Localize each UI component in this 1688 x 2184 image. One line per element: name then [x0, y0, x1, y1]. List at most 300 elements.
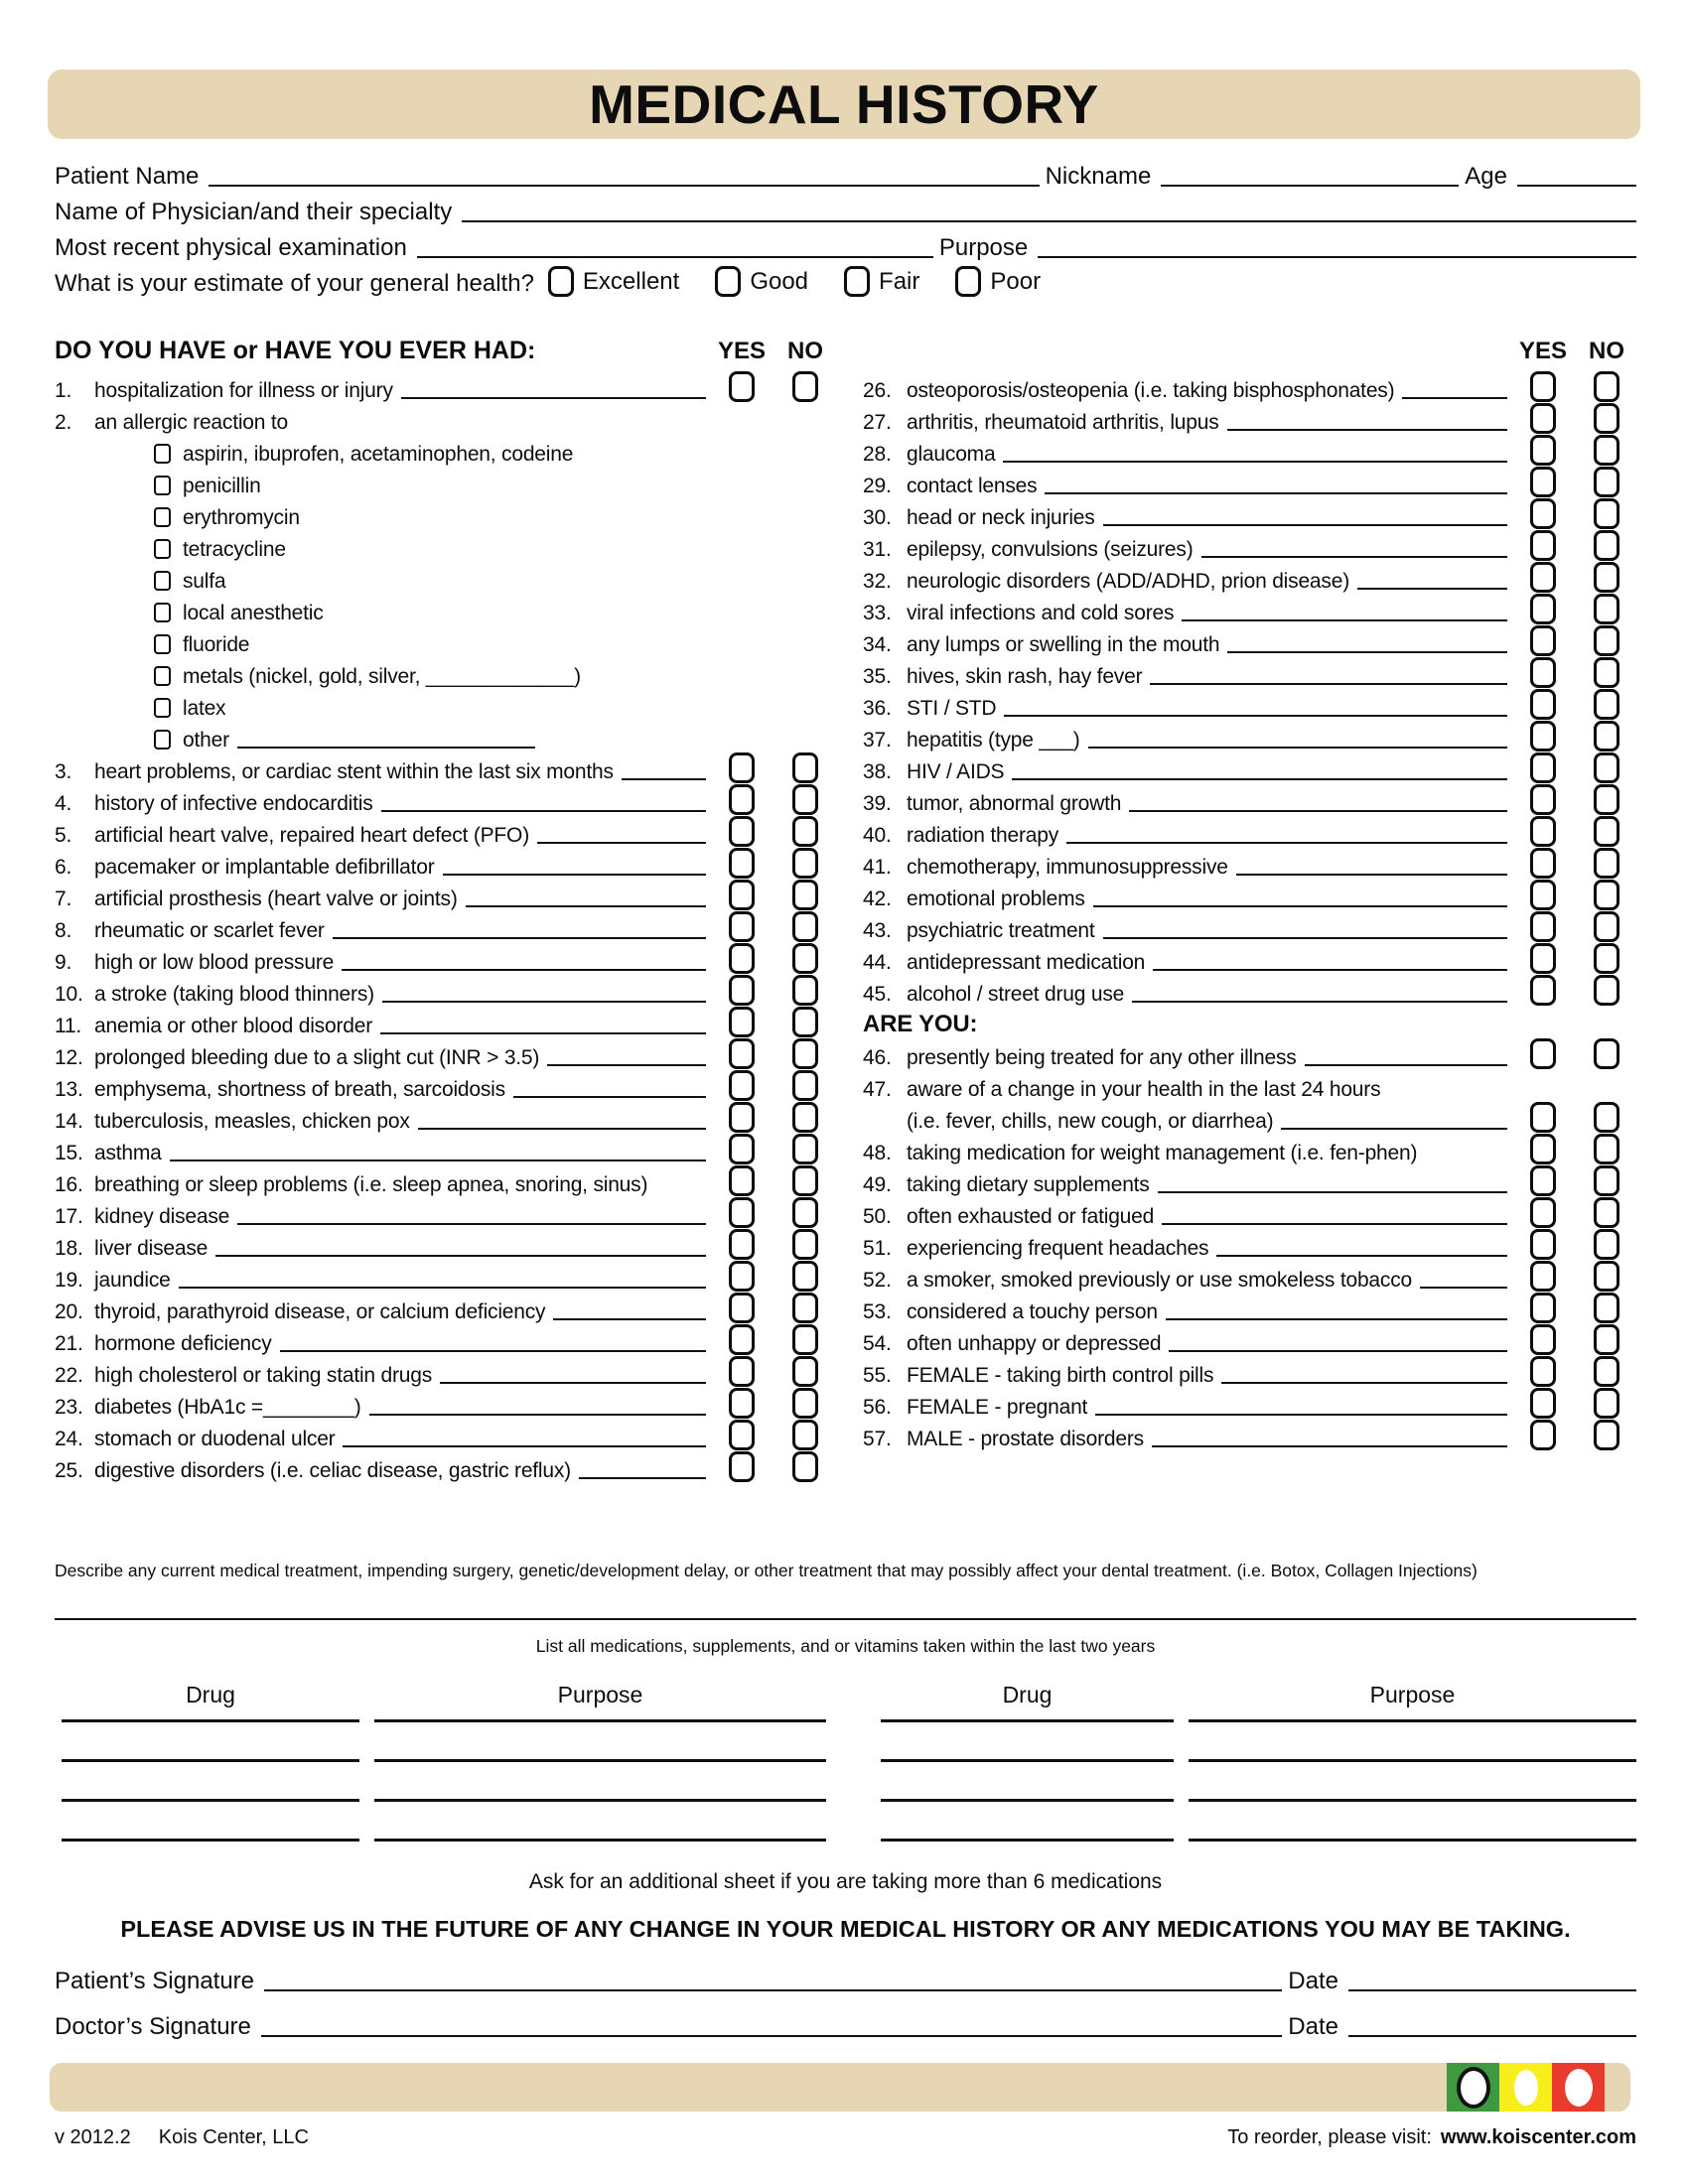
item-57-write-line[interactable] [1152, 1444, 1507, 1447]
patient-signature-label: Patient’s Signature [55, 1968, 255, 1994]
item-17-write-line[interactable] [237, 1222, 706, 1225]
item-29-no-cell [1575, 467, 1638, 498]
item-4-write-line[interactable] [381, 809, 706, 812]
item-36-no-checkbox[interactable] [1594, 689, 1619, 720]
item-56-write-line[interactable] [1095, 1413, 1507, 1416]
item-25-yes-checkbox[interactable] [729, 1451, 755, 1482]
item-20-write-line[interactable] [553, 1317, 706, 1320]
item-5-yes-checkbox[interactable] [729, 816, 755, 847]
age-input-line[interactable] [1517, 184, 1636, 187]
item-7-write-line[interactable] [466, 904, 706, 907]
item-28-write-line[interactable] [1003, 460, 1507, 463]
item-34-no-checkbox[interactable] [1594, 625, 1619, 656]
item-38-yes-checkbox[interactable] [1530, 752, 1556, 783]
allergy-tetracycline-checkbox[interactable] [154, 539, 171, 559]
item-38-yes-cell [1511, 752, 1575, 784]
item-5-no-cell [774, 816, 837, 848]
item-49-yes-checkbox[interactable] [1530, 1165, 1556, 1196]
item-44-row [863, 943, 1638, 975]
item-1-no-cell [774, 371, 837, 403]
item-55-no-checkbox[interactable] [1594, 1356, 1619, 1387]
item-3-no-checkbox[interactable] [792, 752, 818, 783]
item-11-no-cell [774, 1007, 837, 1038]
item-28-yes-checkbox[interactable] [1530, 435, 1556, 466]
item-25-write-line[interactable] [579, 1476, 706, 1479]
item-15-yes-cell [710, 1134, 774, 1165]
item-48-row [863, 1134, 1638, 1165]
item-16-row [55, 1165, 837, 1197]
item-14-no-checkbox[interactable] [792, 1102, 818, 1133]
item-9-yes-checkbox[interactable] [729, 943, 755, 974]
item-31-write-line[interactable] [1201, 555, 1507, 558]
describe-treatment-input-line[interactable] [55, 1588, 1636, 1620]
item-36-yes-cell [1511, 689, 1575, 721]
item-32-no-checkbox[interactable] [1594, 562, 1619, 593]
allergy-fluoride-checkbox[interactable] [154, 634, 171, 654]
item-47-cont-write-line[interactable] [1281, 1127, 1507, 1130]
item-3-write-line[interactable] [622, 777, 706, 780]
item-33-no-checkbox[interactable] [1594, 594, 1619, 624]
item-30-write-line[interactable] [1103, 523, 1507, 526]
item-5-row [55, 816, 837, 848]
doctor-signature-line[interactable] [261, 2034, 1282, 2037]
med-entry-line[interactable] [881, 1711, 1174, 1722]
item-9-write-line[interactable] [342, 968, 706, 971]
item-52-yes-checkbox[interactable] [1530, 1261, 1556, 1292]
allergy-erythromycin-checkbox[interactable] [154, 507, 171, 527]
item-12-label: prolonged bleeding due to a slight cut (INR > 3.5) [94, 1046, 540, 1069]
item-33-yes-checkbox[interactable] [1530, 594, 1556, 624]
logo-red-circle-icon [1565, 2069, 1593, 2107]
item-4-no-checkbox[interactable] [792, 784, 818, 815]
allergy-sulfa-checkbox[interactable] [154, 571, 171, 591]
item-45-yes-checkbox[interactable] [1530, 975, 1556, 1006]
doctor-signature-label: Doctor’s Signature [55, 2013, 251, 2040]
item-29-yes-checkbox[interactable] [1530, 467, 1556, 497]
item-42-no-checkbox[interactable] [1594, 880, 1619, 910]
item-39-label-cell [863, 792, 1511, 816]
item-20-yes-checkbox[interactable] [729, 1293, 755, 1323]
item-54-yes-checkbox[interactable] [1530, 1324, 1556, 1355]
item-13-label: emphysema, shortness of breath, sarcoidosis [94, 1078, 505, 1101]
allergy-local-anesthetic-label-cell [154, 602, 837, 625]
item-number: 44. [863, 951, 892, 974]
item-35-no-checkbox[interactable] [1594, 657, 1619, 688]
item-29-no-checkbox[interactable] [1594, 467, 1619, 497]
item-55-no-cell [1575, 1356, 1638, 1388]
item-26-yes-checkbox[interactable] [1530, 371, 1556, 402]
patient-date-line[interactable] [1348, 1988, 1636, 1991]
item-45-write-line[interactable] [1132, 1000, 1507, 1003]
item-25-no-checkbox[interactable] [792, 1451, 818, 1482]
advise-note: PLEASE ADVISE US IN THE FUTURE OF ANY CHANGE IN YOUR MEDICAL HISTORY OR ANY MEDICATIONS YOU MAY BE TAKING. [120, 1916, 1571, 1942]
item-49-write-line[interactable] [1158, 1190, 1507, 1193]
item-49-no-checkbox[interactable] [1594, 1165, 1619, 1196]
item-17-yes-checkbox[interactable] [729, 1197, 755, 1228]
med-entry-line[interactable] [62, 1711, 359, 1722]
item-53-no-checkbox[interactable] [1594, 1293, 1619, 1323]
item-20-no-checkbox[interactable] [792, 1293, 818, 1323]
item-14-yes-checkbox[interactable] [729, 1102, 755, 1133]
item-number: 52. [863, 1269, 892, 1292]
item-37-no-checkbox[interactable] [1594, 721, 1619, 751]
item-16-yes-checkbox[interactable] [729, 1165, 755, 1196]
item-30-yes-cell [1511, 498, 1575, 530]
item-1-yes-checkbox[interactable] [729, 371, 755, 402]
item-7-no-checkbox[interactable] [792, 880, 818, 910]
item-8-no-checkbox[interactable] [792, 911, 818, 942]
med-entry-line[interactable] [1189, 1802, 1636, 1842]
item-52-no-checkbox[interactable] [1594, 1261, 1619, 1292]
item-50-yes-checkbox[interactable] [1530, 1197, 1556, 1228]
med-entry-line[interactable] [374, 1802, 826, 1842]
item-41-label: chemotherapy, immunosuppressive [907, 856, 1228, 879]
item-28-no-checkbox[interactable] [1594, 435, 1619, 466]
item-50-yes-cell [1511, 1197, 1575, 1229]
item-number: 41. [863, 856, 892, 879]
item-48-no-checkbox[interactable] [1594, 1134, 1619, 1164]
item-41-no-checkbox[interactable] [1594, 848, 1619, 879]
item-31-no-checkbox[interactable] [1594, 530, 1619, 561]
item-12-yes-cell [710, 1038, 774, 1070]
item-35-write-line[interactable] [1150, 682, 1507, 685]
med-entry-line[interactable] [62, 1762, 359, 1802]
allergy-other-checkbox[interactable] [154, 730, 171, 750]
item-44-write-line[interactable] [1153, 968, 1507, 971]
item-number: 35. [863, 665, 892, 688]
item-2-label-cell [55, 411, 837, 435]
item-40-no-checkbox[interactable] [1594, 816, 1619, 847]
allergy-penicillin-row [55, 467, 837, 498]
item-22-write-line[interactable] [440, 1381, 706, 1384]
item-43-write-line[interactable] [1103, 936, 1507, 939]
item-47-cont-yes-checkbox[interactable] [1530, 1102, 1556, 1133]
item-30-yes-checkbox[interactable] [1530, 498, 1556, 529]
med-column-2 [881, 1682, 1174, 1842]
item-19-label: jaundice [94, 1269, 171, 1292]
patient-signature-row [55, 1960, 1636, 1995]
item-57-yes-checkbox[interactable] [1530, 1420, 1556, 1450]
item-49-label-cell [863, 1173, 1511, 1197]
allergy-erythromycin-label: erythromycin [183, 506, 300, 529]
item-21-yes-cell [710, 1324, 774, 1356]
item-37-yes-checkbox[interactable] [1530, 721, 1556, 751]
item-48-yes-checkbox[interactable] [1530, 1134, 1556, 1164]
item-28-no-cell [1575, 435, 1638, 467]
nickname-input-line[interactable] [1161, 184, 1459, 187]
item-19-no-checkbox[interactable] [792, 1261, 818, 1292]
item-50-write-line[interactable] [1162, 1222, 1507, 1225]
med-entry-line[interactable] [881, 1802, 1174, 1842]
item-55-write-line[interactable] [1221, 1381, 1507, 1384]
item-24-no-checkbox[interactable] [792, 1420, 818, 1450]
item-36-label-cell [863, 697, 1511, 721]
item-38-no-checkbox[interactable] [1594, 752, 1619, 783]
item-7-yes-checkbox[interactable] [729, 880, 755, 910]
item-31-yes-checkbox[interactable] [1530, 530, 1556, 561]
health-fair-checkbox[interactable] [844, 266, 870, 297]
item-37-write-line[interactable] [1088, 746, 1507, 749]
item-27-yes-checkbox[interactable] [1530, 403, 1556, 434]
are-you-heading: ARE YOU: [863, 1011, 978, 1037]
item-34-yes-checkbox[interactable] [1530, 625, 1556, 656]
item-36-label: STI / STD [907, 697, 997, 720]
item-23-no-checkbox[interactable] [792, 1388, 818, 1419]
item-1-write-line[interactable] [401, 396, 706, 399]
med-entry-line[interactable] [374, 1722, 826, 1762]
item-8-write-line[interactable] [333, 936, 706, 939]
item-21-write-line[interactable] [280, 1349, 707, 1352]
item-8-yes-checkbox[interactable] [729, 911, 755, 942]
item-56-yes-checkbox[interactable] [1530, 1388, 1556, 1419]
med-entry-line[interactable] [1189, 1711, 1636, 1722]
item-20-no-cell [774, 1293, 837, 1324]
item-35-yes-checkbox[interactable] [1530, 657, 1556, 688]
item-23-yes-cell [710, 1388, 774, 1420]
item-55-yes-checkbox[interactable] [1530, 1356, 1556, 1387]
item-55-label: FEMALE - taking birth control pills [907, 1364, 1214, 1387]
item-1-yes-cell [710, 371, 774, 403]
allergy-latex-checkbox[interactable] [154, 698, 171, 718]
item-8-no-cell [774, 911, 837, 943]
item-32-write-line[interactable] [1357, 587, 1507, 590]
item-25-label: digestive disorders (i.e. celiac disease, gastric reflux) [94, 1459, 571, 1482]
item-53-yes-checkbox[interactable] [1530, 1293, 1556, 1323]
item-13-no-checkbox[interactable] [792, 1070, 818, 1101]
item-27-write-line[interactable] [1227, 428, 1507, 431]
item-14-write-line[interactable] [418, 1127, 706, 1130]
item-13-yes-checkbox[interactable] [729, 1070, 755, 1101]
item-27-no-cell [1575, 403, 1638, 435]
item-17-no-checkbox[interactable] [792, 1197, 818, 1228]
item-21-row [55, 1324, 837, 1356]
item-10-write-line[interactable] [382, 1000, 706, 1003]
item-12-yes-checkbox[interactable] [729, 1038, 755, 1069]
item-9-row [55, 943, 837, 975]
item-21-no-checkbox[interactable] [792, 1324, 818, 1355]
item-36-write-line[interactable] [1004, 714, 1507, 717]
item-42-write-line[interactable] [1093, 904, 1507, 907]
item-46-no-checkbox[interactable] [1594, 1038, 1619, 1069]
item-6-yes-checkbox[interactable] [729, 848, 755, 879]
item-51-no-cell [1575, 1229, 1638, 1261]
reorder-url[interactable]: www.koiscenter.com [1440, 2126, 1636, 2148]
item-54-write-line[interactable] [1169, 1349, 1507, 1352]
item-23-yes-checkbox[interactable] [729, 1388, 755, 1419]
item-47-cont-no-checkbox[interactable] [1594, 1102, 1619, 1133]
item-43-no-checkbox[interactable] [1594, 911, 1619, 942]
med-entry-line[interactable] [374, 1762, 826, 1802]
item-40-write-line[interactable] [1066, 841, 1507, 844]
item-11-no-checkbox[interactable] [792, 1007, 818, 1037]
allergy-erythromycin-label-cell [154, 506, 837, 530]
med-entry-line[interactable] [1189, 1722, 1636, 1762]
item-21-yes-checkbox[interactable] [729, 1324, 755, 1355]
item-51-label: experiencing frequent headaches [907, 1237, 1209, 1260]
item-38-label: HIV / AIDS [907, 760, 1005, 783]
item-1-no-checkbox[interactable] [792, 371, 818, 402]
item-45-label: alcohol / street drug use [907, 983, 1125, 1006]
item-50-no-checkbox[interactable] [1594, 1197, 1619, 1228]
med-entry-line[interactable] [62, 1802, 359, 1842]
item-24-yes-checkbox[interactable] [729, 1420, 755, 1450]
med-entry-line[interactable] [881, 1762, 1174, 1802]
item-18-yes-checkbox[interactable] [729, 1229, 755, 1260]
patient-signature-line[interactable] [264, 1988, 1282, 1991]
item-16-no-checkbox[interactable] [792, 1165, 818, 1196]
item-27-no-checkbox[interactable] [1594, 403, 1619, 434]
item-23-write-line[interactable] [369, 1413, 706, 1416]
right-column-header [863, 332, 1638, 365]
item-46-yes-checkbox[interactable] [1530, 1038, 1556, 1069]
item-42-yes-checkbox[interactable] [1530, 880, 1556, 910]
item-10-yes-checkbox[interactable] [729, 975, 755, 1006]
allergy-local-anesthetic-checkbox[interactable] [154, 603, 171, 622]
item-49-row [863, 1165, 1638, 1197]
item-5-write-line[interactable] [537, 841, 706, 844]
item-54-no-checkbox[interactable] [1594, 1324, 1619, 1355]
item-19-no-cell [774, 1261, 837, 1293]
health-good-checkbox[interactable] [715, 266, 741, 297]
patient-name-input-line[interactable] [209, 184, 1039, 187]
med-entry-line[interactable] [374, 1711, 826, 1722]
item-47-cont-row [863, 1102, 1638, 1134]
item-45-yes-cell [1511, 975, 1575, 1007]
allergy-penicillin-checkbox[interactable] [154, 476, 171, 495]
item-26-write-line[interactable] [1402, 396, 1507, 399]
item-45-no-checkbox[interactable] [1594, 975, 1619, 1006]
physical-exam-label: Most recent physical examination [55, 234, 407, 261]
item-33-no-cell [1575, 594, 1638, 625]
item-19-yes-checkbox[interactable] [729, 1261, 755, 1292]
item-36-yes-checkbox[interactable] [1530, 689, 1556, 720]
item-16-no-cell [774, 1165, 837, 1197]
item-24-write-line[interactable] [343, 1444, 706, 1447]
health-poor-checkbox[interactable] [955, 266, 981, 297]
item-57-no-checkbox[interactable] [1594, 1420, 1619, 1450]
item-6-write-line[interactable] [443, 873, 706, 876]
item-23-label-cell [55, 1396, 710, 1420]
item-53-no-cell [1575, 1293, 1638, 1324]
item-number: 15. [55, 1142, 83, 1164]
item-15-write-line[interactable] [170, 1159, 706, 1161]
doctor-date-line[interactable] [1348, 2034, 1636, 2037]
item-22-yes-checkbox[interactable] [729, 1356, 755, 1387]
item-51-no-checkbox[interactable] [1594, 1229, 1619, 1260]
item-19-row [55, 1261, 837, 1293]
item-number: 55. [863, 1364, 892, 1387]
item-15-yes-checkbox[interactable] [729, 1134, 755, 1164]
item-number: 22. [55, 1364, 83, 1387]
item-25-no-cell [774, 1451, 837, 1483]
item-11-write-line[interactable] [380, 1031, 706, 1034]
item-30-no-checkbox[interactable] [1594, 498, 1619, 529]
item-number: 57. [863, 1428, 892, 1450]
item-47-cont-yes-cell [1511, 1102, 1575, 1134]
footer-accent-bar [50, 2063, 1630, 2112]
item-51-write-line[interactable] [1216, 1254, 1507, 1257]
item-50-row [863, 1197, 1638, 1229]
item-40-label-cell [863, 824, 1511, 848]
item-4-yes-checkbox[interactable] [729, 784, 755, 815]
item-7-row [55, 880, 837, 911]
item-7-label-cell [55, 887, 710, 911]
item-38-write-line[interactable] [1012, 777, 1507, 780]
item-14-label-cell [55, 1110, 710, 1134]
item-40-yes-checkbox[interactable] [1530, 816, 1556, 847]
item-56-yes-cell [1511, 1388, 1575, 1420]
item-34-label: any lumps or swelling in the mouth [907, 633, 1220, 656]
physician-input-line[interactable] [462, 219, 1636, 222]
item-9-label-cell [55, 951, 710, 975]
item-12-no-checkbox[interactable] [792, 1038, 818, 1069]
med-entry-line[interactable] [881, 1722, 1174, 1762]
item-26-no-checkbox[interactable] [1594, 371, 1619, 402]
item-53-row [863, 1293, 1638, 1324]
item-33-write-line[interactable] [1182, 618, 1507, 621]
item-6-no-checkbox[interactable] [792, 848, 818, 879]
item-22-no-checkbox[interactable] [792, 1356, 818, 1387]
item-15-row [55, 1134, 837, 1165]
item-30-label-cell [863, 506, 1511, 530]
allergy-other-write-line[interactable] [237, 746, 535, 749]
item-10-no-checkbox[interactable] [792, 975, 818, 1006]
item-51-yes-checkbox[interactable] [1530, 1229, 1556, 1260]
item-34-write-line[interactable] [1227, 650, 1507, 653]
item-2-label: an allergic reaction to [94, 411, 289, 434]
item-18-write-line[interactable] [215, 1254, 706, 1257]
item-56-no-checkbox[interactable] [1594, 1388, 1619, 1419]
med-entry-line[interactable] [62, 1722, 359, 1762]
item-5-no-checkbox[interactable] [792, 816, 818, 847]
item-41-write-line[interactable] [1236, 873, 1507, 876]
item-39-yes-checkbox[interactable] [1530, 784, 1556, 815]
health-option-poor [955, 266, 1041, 297]
item-46-write-line[interactable] [1305, 1063, 1507, 1066]
item-29-write-line[interactable] [1045, 491, 1507, 494]
item-39-no-checkbox[interactable] [1594, 784, 1619, 815]
health-excellent-checkbox[interactable] [548, 266, 574, 297]
checklist-right-column [863, 332, 1638, 1483]
item-27-label-cell [863, 411, 1511, 435]
item-12-write-line[interactable] [547, 1063, 706, 1066]
item-11-yes-checkbox[interactable] [729, 1007, 755, 1037]
item-9-no-checkbox[interactable] [792, 943, 818, 974]
item-18-yes-cell [710, 1229, 774, 1261]
item-15-no-checkbox[interactable] [792, 1134, 818, 1164]
allergy-aspirin-ibuprofen-acetaminop-checkbox[interactable] [154, 444, 171, 464]
item-53-write-line[interactable] [1166, 1317, 1507, 1320]
item-41-yes-checkbox[interactable] [1530, 848, 1556, 879]
item-18-no-checkbox[interactable] [792, 1229, 818, 1260]
item-43-yes-checkbox[interactable] [1530, 911, 1556, 942]
health-question-label: What is your estimate of your general health? [55, 270, 534, 297]
item-52-write-line[interactable] [1420, 1286, 1507, 1289]
item-32-yes-checkbox[interactable] [1530, 562, 1556, 593]
item-13-write-line[interactable] [513, 1095, 706, 1098]
item-39-write-line[interactable] [1129, 809, 1507, 812]
physical-exam-input-line[interactable] [417, 255, 933, 258]
purpose-input-line[interactable] [1038, 255, 1636, 258]
item-44-yes-checkbox[interactable] [1530, 943, 1556, 974]
item-17-no-cell [774, 1197, 837, 1229]
item-44-no-checkbox[interactable] [1594, 943, 1619, 974]
item-19-write-line[interactable] [179, 1286, 706, 1289]
item-12-label-cell [55, 1046, 710, 1070]
med-entry-line[interactable] [1189, 1762, 1636, 1802]
allergy-metals-nickel-gold-silver-checkbox[interactable] [154, 666, 171, 686]
item-3-yes-checkbox[interactable] [729, 752, 755, 783]
